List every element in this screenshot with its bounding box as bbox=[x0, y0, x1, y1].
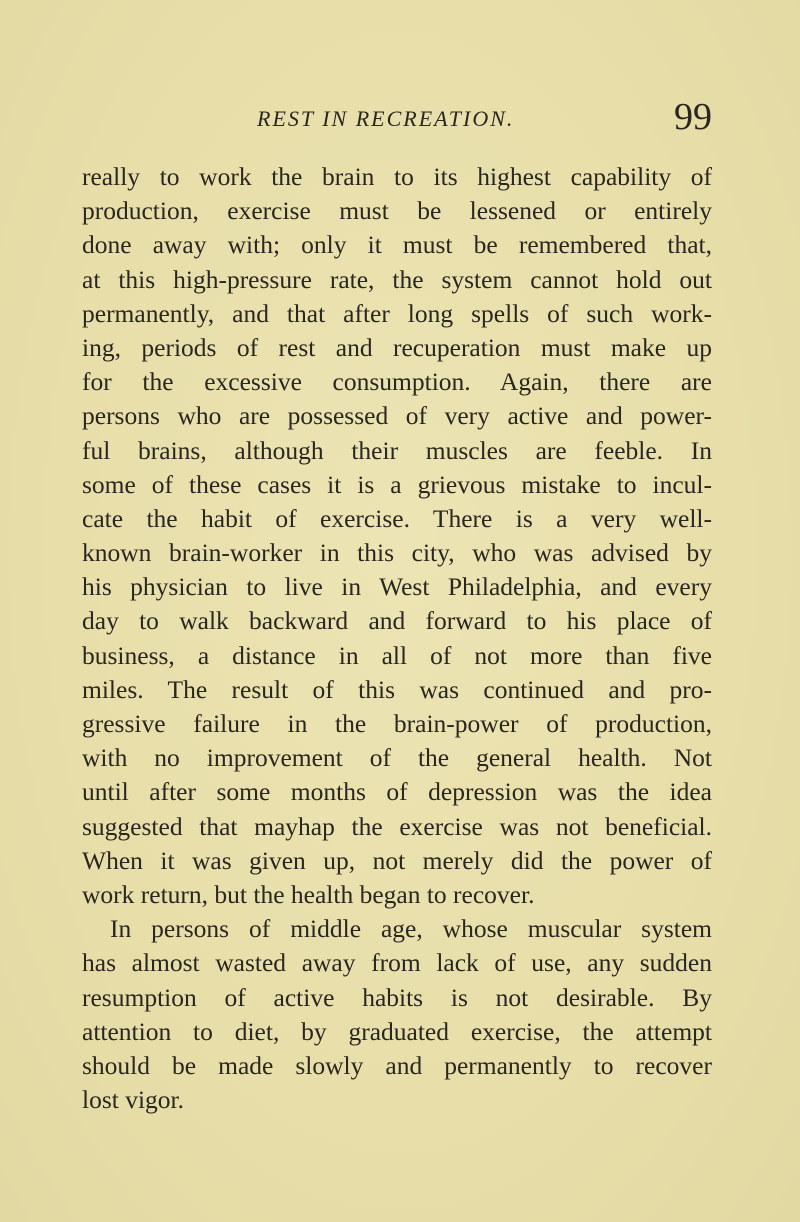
text-line: should be made slowly and permanently to recover bbox=[82, 1050, 712, 1080]
text-line: permanently, and that after long spells of such work- bbox=[82, 298, 712, 328]
text-line: miles. The result of this was continued and pro- bbox=[82, 674, 712, 704]
running-title: REST IN RECREATION. bbox=[257, 106, 515, 131]
text-line: production, exercise must be lessened or entirely bbox=[82, 196, 712, 226]
text-line: In persons of middle age, whose muscular system bbox=[110, 914, 712, 944]
text-line: suggested that mayhap the exercise was not beneficial. bbox=[82, 811, 712, 841]
text-line: with no improvement of the general health. Not bbox=[82, 743, 712, 773]
text-line: When it was given up, not merely did the power of bbox=[82, 845, 712, 875]
text-line: business, a distance in all of not more than five bbox=[82, 640, 712, 670]
text-line: gressive failure in the brain-power of production, bbox=[82, 709, 712, 738]
text-line: done away with; only it must be remembered that, bbox=[82, 230, 712, 260]
text-line: lost vigor. bbox=[82, 1085, 185, 1115]
text-line: has almost wasted away from lack of use, any sudden bbox=[82, 948, 712, 978]
text-line: known brain-worker in this city, who was advised by bbox=[82, 538, 712, 568]
page-number: 99 bbox=[674, 96, 712, 138]
paragraph-2 bbox=[82, 912, 712, 1117]
text-line: persons who are possessed of very active and power- bbox=[82, 401, 712, 431]
text-line: really to work the brain to its highest capability of bbox=[82, 162, 712, 191]
text-line: at this high-pressure rate, the system cannot hold out bbox=[82, 264, 712, 294]
paragraph-1 bbox=[82, 160, 712, 912]
text-line: work return, but the health began to recover. bbox=[82, 879, 535, 909]
text-line: until after some months of depression was the idea bbox=[82, 777, 712, 807]
text-line: cate the habit of exercise. There is a very well- bbox=[82, 503, 712, 533]
text-line: for the excessive consumption. Again, there are bbox=[82, 367, 712, 397]
text-line: ing, periods of rest and recuperation must make up bbox=[82, 332, 712, 362]
text-line: day to walk backward and forward to his place of bbox=[82, 606, 712, 636]
text-line: attention to diet, by graduated exercise, the attempt bbox=[82, 1016, 712, 1046]
text-line: ful brains, although their muscles are feeble. In bbox=[82, 435, 712, 465]
text-line: some of these cases it is a grievous mistake to incul- bbox=[82, 469, 712, 499]
body-text bbox=[82, 160, 712, 1117]
text-line: his physician to live in West Philadelphia, and every bbox=[82, 572, 712, 602]
running-head bbox=[82, 98, 712, 142]
text-line: resumption of active habits is not desirable. By bbox=[82, 982, 712, 1012]
